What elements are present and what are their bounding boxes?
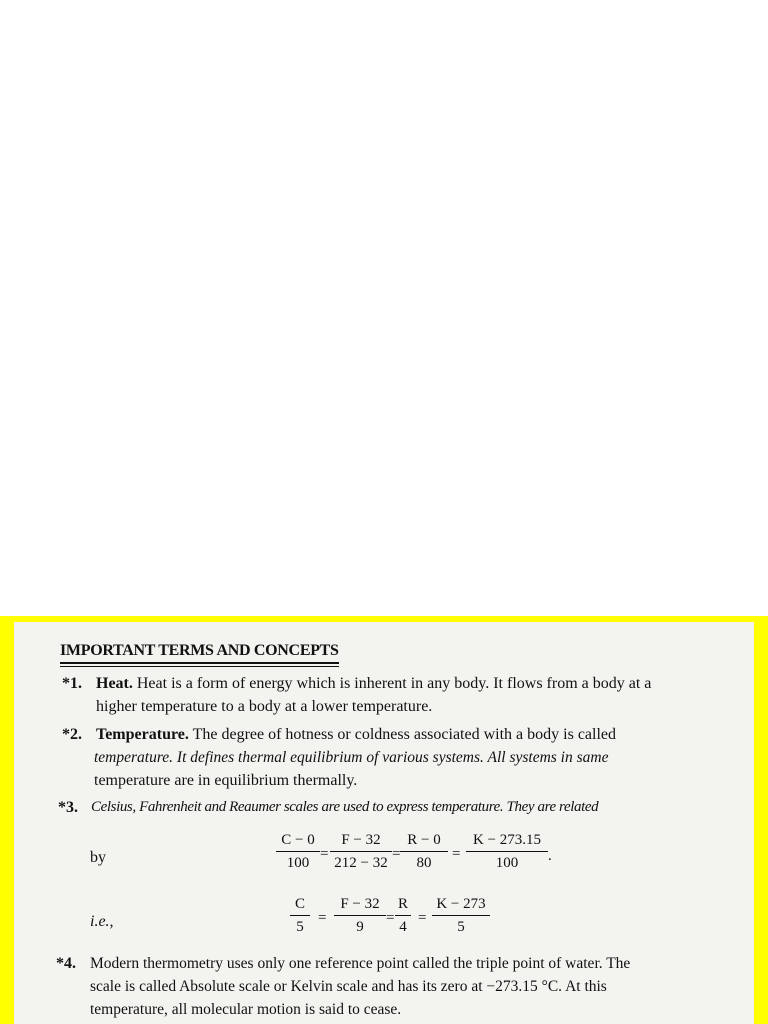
- item-text-line: [96, 723, 616, 746]
- fraction-numerator: C − 0: [276, 832, 320, 852]
- fraction-fahrenheit: [334, 896, 386, 936]
- fraction-numerator: K − 273.15: [466, 832, 548, 852]
- fraction-denominator: 100: [286, 855, 310, 871]
- fraction-celsius: [276, 832, 320, 872]
- item-text-line: temperature. It defines thermal equilibrium of various systems. All systems in same: [94, 749, 609, 766]
- item-number: *2.: [62, 726, 82, 743]
- item-number: *4.: [56, 955, 76, 972]
- yellow-frame: [0, 616, 768, 1024]
- equation-end-period: .: [548, 848, 552, 864]
- item-text-line: Modern thermometry uses only one reference point called the triple point of water. The: [90, 955, 631, 972]
- fraction-reaumer: [395, 896, 411, 936]
- equals-sign: =: [418, 910, 427, 926]
- equals-sign: =: [320, 846, 329, 862]
- item-term: Heat.: [96, 675, 133, 692]
- item-text-line: Celsius, Fahrenheit and Reaumer scales are used to express temperature. They are related: [91, 799, 599, 815]
- fraction-denominator: 100: [495, 855, 519, 871]
- item-number: *3.: [58, 799, 78, 816]
- item-text-line: temperature are in equilibrium thermally.: [94, 772, 358, 789]
- equals-sign: =: [392, 846, 401, 862]
- equation-label: by: [90, 849, 106, 866]
- item-number: *1.: [62, 675, 82, 692]
- fraction-kelvin: [432, 896, 490, 936]
- fraction-numerator: K − 273: [432, 896, 490, 916]
- item-text-line: temperature, all molecular motion is said to cease.: [90, 1001, 402, 1018]
- equation-label: i.e.,: [90, 913, 114, 930]
- document-page: [14, 622, 754, 1024]
- fraction-numerator: R: [395, 896, 411, 916]
- fraction-celsius: [290, 896, 310, 936]
- fraction-denominator: 5: [457, 919, 465, 935]
- equals-sign: =: [318, 910, 327, 926]
- fraction-numerator: F − 32: [330, 832, 392, 852]
- fraction-numerator: F − 32: [334, 896, 386, 916]
- item-text-line: [96, 672, 651, 695]
- fraction-denominator: 212 − 32: [334, 855, 388, 871]
- fraction-numerator: R − 0: [400, 832, 448, 852]
- item-text: Heat is a form of energy which is inherent in any body. It flows from a body at a: [132, 675, 652, 692]
- fraction-denominator: 9: [356, 919, 364, 935]
- item-text-line: higher temperature to a body at a lower temperature.: [96, 698, 433, 715]
- equals-sign: =: [386, 910, 395, 926]
- fraction-denominator: 5: [296, 919, 304, 935]
- fraction-denominator: 4: [399, 919, 407, 935]
- fraction-denominator: 80: [416, 855, 432, 871]
- item-text-line: scale is called Absolute scale or Kelvin scale and has its zero at −273.15 °C. At this: [90, 978, 607, 995]
- fraction-reaumer: [400, 832, 448, 872]
- item-text: The degree of hotness or coldness associated with a body is called: [188, 726, 617, 743]
- item-term: Temperature.: [96, 726, 189, 743]
- fraction-fahrenheit: [330, 832, 392, 872]
- section-heading: IMPORTANT TERMS AND CONCEPTS: [60, 642, 339, 664]
- equals-sign: =: [452, 846, 461, 862]
- fraction-kelvin: [466, 832, 548, 872]
- fraction-numerator: C: [290, 896, 310, 916]
